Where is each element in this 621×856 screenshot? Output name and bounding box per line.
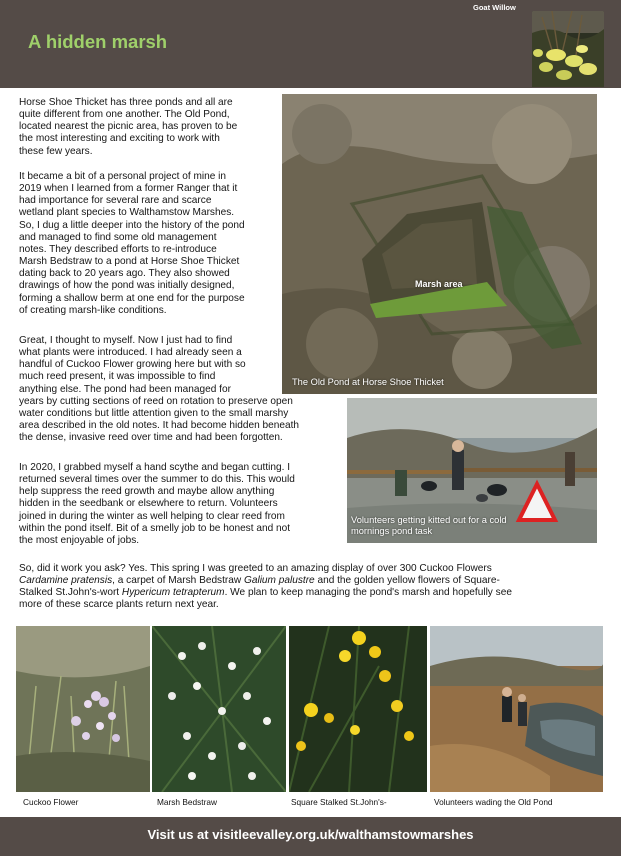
goat-willow-photo (532, 11, 604, 87)
marsh-bedstraw-photo (152, 626, 286, 792)
thumbnail-caption: Goat Willow (473, 3, 516, 12)
page-title: A hidden marsh (28, 31, 168, 52)
cuckoo-flower-photo (16, 626, 150, 792)
footer-banner (0, 817, 621, 856)
aerial-pond-photo (282, 94, 597, 394)
aerial-photo-caption: The Old Pond at Horse Shoe Thicket (292, 377, 444, 387)
volunteers-photo-caption: Volunteers getting kitted out for a cold mornings pond task (351, 515, 507, 536)
paragraph-3: Great, I thought to myself. Now I just had to find what plants were introduced. I had already seen a handful of Cuckoo Flower growing here but with so much reed present, it was impossible to find anything else. The pond had been managed for years by cutting sections of reed on rotation to preserve open water conditions but little attention given to the small marshy area described in the old notes. It had become hidden beneath the dense, invasive reed over time and had been forgotten. (19, 335, 300, 444)
volunteers-wading-photo (430, 626, 603, 792)
paragraph-4: In 2020, I grabbed myself a hand scythe and began cutting. I returned several times over the summer to do this. This would help suppress the reed growth and maybe allow anything hidden in the seedbank or elsewhere to return. Volunteers joined in during the winter as well helping to clear reed from within the pond itself. Bit of a smelly job to be honest and not the most enjoyable of jobs. (19, 462, 295, 546)
cuckoo-flower-caption: Cuckoo Flower (23, 797, 79, 807)
st-johns-wort-caption: Square Stalked St.John's- (291, 797, 387, 807)
header-banner (0, 0, 621, 88)
volunteers-wading-caption: Volunteers wading the Old Pond (434, 797, 553, 807)
marsh-area-label: Marsh area (415, 279, 463, 289)
st-johns-wort-photo (289, 626, 427, 792)
marsh-bedstraw-caption: Marsh Bedstraw (157, 797, 217, 807)
paragraph-closing: So, did it work you ask? Yes. This spring I was greeted to an amazing display of over 300 Cuckoo Flowers Cardamine pratensis, a carpet of Marsh Bedstraw Galium palustre and the golden yellow flowers of Square- Stalked St.John's-wort Hypericum tetrapterum. We plan to keep managing the pond's marsh and hopefully see more of these scarce plants return next year. (19, 563, 512, 611)
volunteers-photo (347, 398, 597, 543)
paragraph-1: Horse Shoe Thicket has three ponds and all are quite different from one another. The Old Pond, located nearest the picnic area, has proven to be the most interesting and exciting to work with these few years. (19, 97, 238, 157)
footer-website-link[interactable]: Visit us at visitleevalley.org.uk/walthamstowmarshes (147, 827, 474, 842)
paragraph-2: It became a bit of a personal project of mine in 2019 when I learned from a former Ranger that it had importance for several rare and scarce wetland plant species to Walthamstow Marshes. So, I dug a little deeper into the history of the pond and managed to find some old management notes. They described efforts to re-introduce Marsh Bedstraw to a pond at Horse Shoe Thicket dating back to 20 years ago. They also showed drawings of how the pond was initially designed, forming a shallow berm at one end for the purpose of creating marsh-like conditions. (19, 171, 245, 316)
